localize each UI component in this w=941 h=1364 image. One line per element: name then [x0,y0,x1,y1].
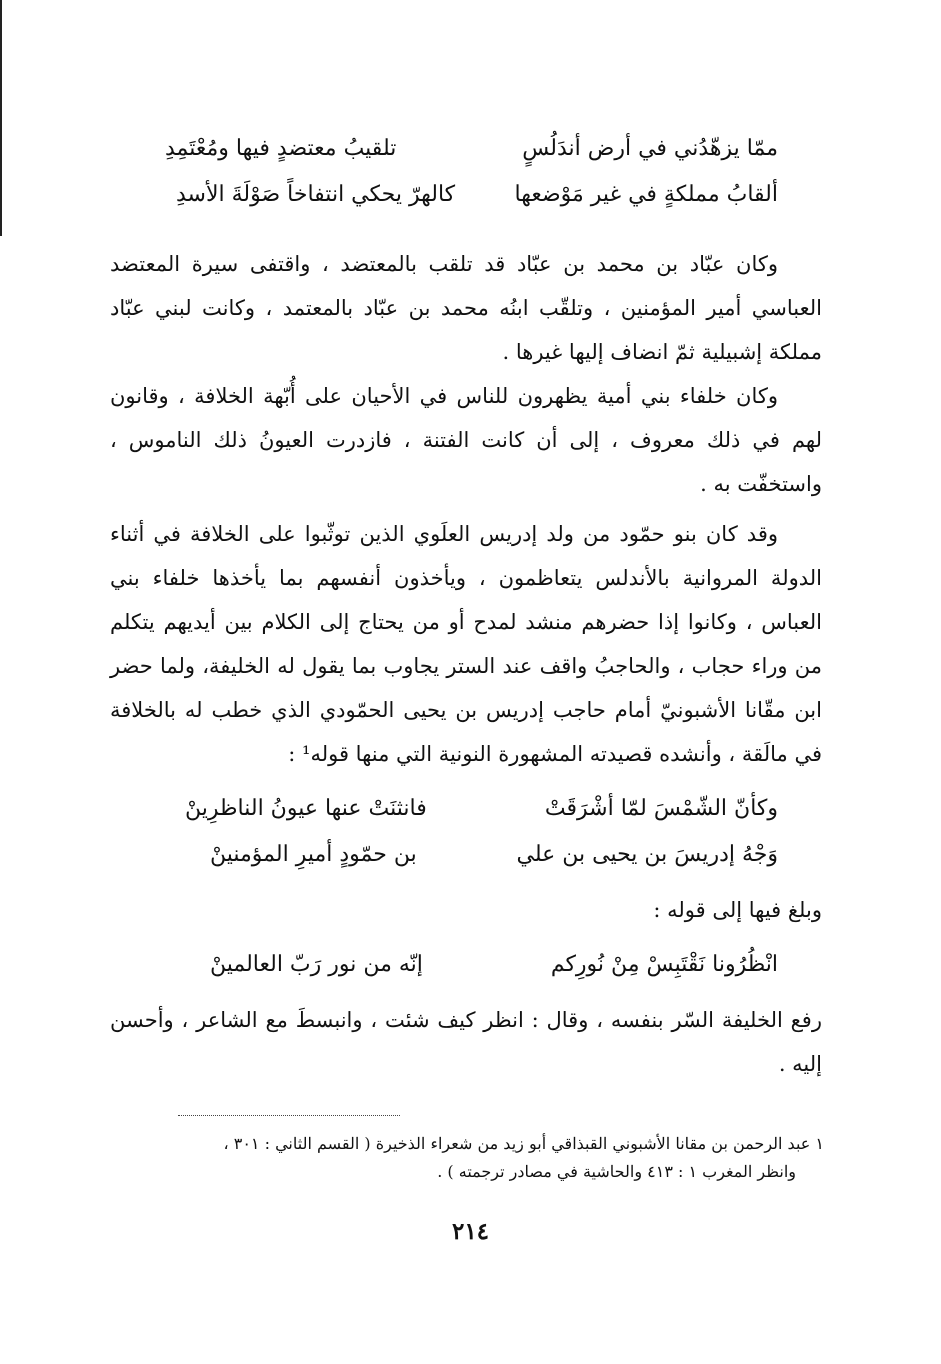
paragraph-transition: وبلغ فيها إلى قوله : [653,898,822,922]
verse-block-bottom [110,944,822,986]
verse-second-hemistich: كالهرّ يحكي انتفاخاً صَوْلَةَ الأسدِ [176,182,456,207]
verse-block-top [110,128,822,216]
page-body [110,128,822,1086]
verse-first-hemistich: وَجْهُ إدريسَ بن يحيى بن علي [516,842,778,867]
verse-line [110,834,822,876]
verse-block-middle [110,786,822,876]
verse-line [110,128,822,170]
verse-line [110,788,822,830]
footnote-line: وانظر المغرب ١ : ٤١٣ والحاشية في مصادر ترجمته ) . [437,1162,796,1181]
verse-second-hemistich: إنّه من نور رَبّ العالمينْ [210,952,423,977]
verse-first-hemistich: وكأنّ الشّمْسَ لمّا أشْرَقَتْ [544,796,778,821]
page-number: ٢١٤ [451,1218,490,1245]
verse-second-hemistich: فانثنَتْ عنها عيونُ الناظرِينْ [185,796,427,821]
footnotes [112,1130,824,1186]
verse-second-hemistich: تلقيبُ معتضدٍ فيها ومُعْتَمِدِ [165,136,397,161]
paragraph-umayyad-caliphs: وكان خلفاء بني أمية يظهرون للناس في الأحيان على أُبّهة الخلافة ، وقانون لهم في ذلك معروف ، إلى أن كانت الفتنة ، فازدرت العيونُ ذلك الناموس ، واستخفّت به . [110,384,822,496]
footnote-line: ١ عبد الرحمن بن مقانا الأشبوني القبذاقي أبو زيد من شعراء الذخيرة ( القسم الثاني : ٣٠١ ، [223,1134,824,1153]
verse-first-hemistich: ألقابُ مملكةٍ في غير مَوْضعها [514,182,778,207]
footnote-divider [178,1115,400,1116]
verse-line [110,174,822,216]
paragraph-banu-hammud: وقد كان بنو حمّود من ولد إدريس العلَوي الذين توثّبوا على الخلافة في أثناء الدولة المروانية بالأندلس يتعاظمون ، ويأخذون أنفسهم بما يأخذها خلفاء بني العباس ، وكانوا إذا حضرهم منشد لمدح أو من يحتاج إلى الكلام بين أيديهم يتكلم من وراء حجاب ، والحاجبُ واقف عند الستر يجاوب بما يقول له الخليفة، ولما حضر ابن مقّانا الأشبونيّ أمام حاجب إدريس بن يحيى الحمّودي الذي خطب له بالخلافة في مالَقة ، وأنشده قصيدته المشهورة النونية التي منها قوله¹ : [110,522,822,766]
verse-first-hemistich: انْظُرُونا نَقْتَبِسْ مِنْ نُورِكم [550,952,778,977]
paragraph-abbad: وكان عبّاد بن محمد بن عبّاد قد تلقب بالمعتضد ، واقتفى سيرة المعتضد العباسي أمير المؤمنين ، وتلقّب ابنُه محمد بن عبّاد بالمعتمد ، وكانت لبني عبّاد مملكة إشبيلية ثمّ انضاف إليها غيرها . [110,252,822,364]
paragraph-caliph-response: رفع الخليفة السّر بنفسه ، وقال : انظر كيف شئت ، وانبسطَ مع الشاعر ، وأحسن إليه . [110,1008,822,1076]
binding-edge-line [0,0,2,236]
verse-second-hemistich: بن حمّودٍ أميرِ المؤمنينْ [210,842,417,867]
verse-first-hemistich: ممّا يزهّدُني في أرض أندَلُسٍ [522,136,778,161]
verse-line [110,944,822,986]
